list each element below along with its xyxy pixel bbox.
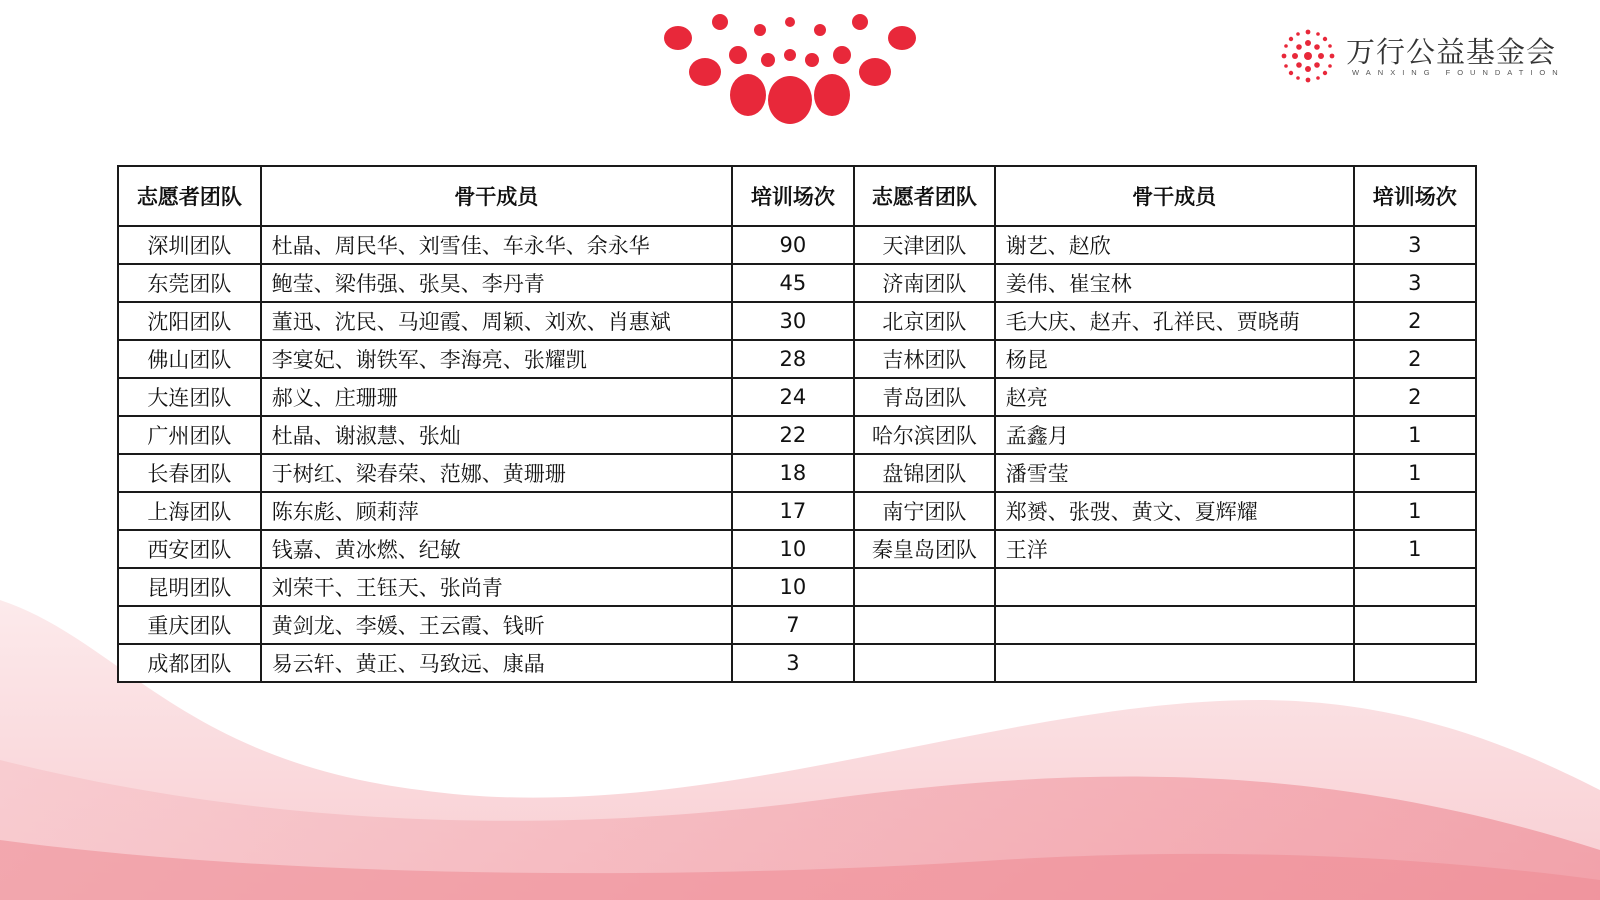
team-name-cell: 沈阳团队 xyxy=(118,302,261,340)
table-row xyxy=(118,340,1476,378)
header-members: 骨干成员 xyxy=(261,166,732,226)
members-cell: 谢艺、赵欣 xyxy=(995,226,1354,264)
table-header-row xyxy=(118,166,1476,226)
members-cell: 杜晶、谢淑慧、张灿 xyxy=(261,416,732,454)
members-cell xyxy=(995,568,1354,606)
sessions-cell: 1 xyxy=(1354,416,1476,454)
members-cell: 鲍莹、梁伟强、张昊、李丹青 xyxy=(261,264,732,302)
team-name-cell: 佛山团队 xyxy=(118,340,261,378)
sessions-cell: 2 xyxy=(1354,340,1476,378)
team-name-cell: 济南团队 xyxy=(854,264,995,302)
header-sessions: 培训场次 xyxy=(732,166,854,226)
header-members: 骨干成员 xyxy=(995,166,1354,226)
team-name-cell: 吉林团队 xyxy=(854,340,995,378)
team-name-cell xyxy=(854,568,995,606)
table-row xyxy=(118,644,1476,682)
header-sessions: 培训场次 xyxy=(1354,166,1476,226)
team-name-cell: 上海团队 xyxy=(118,492,261,530)
sessions-cell xyxy=(1354,644,1476,682)
sessions-cell: 1 xyxy=(1354,492,1476,530)
team-name-cell: 西安团队 xyxy=(118,530,261,568)
sessions-cell xyxy=(1354,606,1476,644)
sessions-cell: 24 xyxy=(732,378,854,416)
table-row xyxy=(118,226,1476,264)
team-name-cell: 天津团队 xyxy=(854,226,995,264)
table-row xyxy=(118,530,1476,568)
table-row xyxy=(118,378,1476,416)
members-cell: 孟鑫月 xyxy=(995,416,1354,454)
table-row xyxy=(118,454,1476,492)
team-name-cell: 秦皇岛团队 xyxy=(854,530,995,568)
members-cell: 董迅、沈民、马迎霞、周颖、刘欢、肖惠斌 xyxy=(261,302,732,340)
sessions-cell: 10 xyxy=(732,530,854,568)
flower-logo-icon xyxy=(1278,26,1338,86)
members-cell: 黄剑龙、李媛、王云霞、钱昕 xyxy=(261,606,732,644)
members-cell: 李宴妃、谢铁军、李海亮、张耀凯 xyxy=(261,340,732,378)
team-name-cell: 盘锦团队 xyxy=(854,454,995,492)
table-row xyxy=(118,492,1476,530)
members-cell: 王洋 xyxy=(995,530,1354,568)
sessions-cell: 2 xyxy=(1354,302,1476,340)
sessions-cell: 3 xyxy=(1354,264,1476,302)
sessions-cell: 10 xyxy=(732,568,854,606)
members-cell: 郑赟、张弢、黄文、夏辉耀 xyxy=(995,492,1354,530)
team-name-cell: 广州团队 xyxy=(118,416,261,454)
members-cell: 潘雪莹 xyxy=(995,454,1354,492)
team-name-cell: 重庆团队 xyxy=(118,606,261,644)
sessions-cell: 2 xyxy=(1354,378,1476,416)
brand-name-en: WANXING FOUNDATION xyxy=(1352,68,1565,77)
sessions-cell: 28 xyxy=(732,340,854,378)
team-name-cell: 大连团队 xyxy=(118,378,261,416)
sessions-cell: 3 xyxy=(732,644,854,682)
members-cell: 赵亮 xyxy=(995,378,1354,416)
team-name-cell xyxy=(854,644,995,682)
members-cell: 杜晶、周民华、刘雪佳、车永华、余永华 xyxy=(261,226,732,264)
team-name-cell: 南宁团队 xyxy=(854,492,995,530)
members-cell: 毛大庆、赵卉、孔祥民、贾晓萌 xyxy=(995,302,1354,340)
team-name-cell: 成都团队 xyxy=(118,644,261,682)
header-team: 志愿者团队 xyxy=(854,166,995,226)
sessions-cell: 1 xyxy=(1354,454,1476,492)
team-name-cell: 深圳团队 xyxy=(118,226,261,264)
table-row xyxy=(118,264,1476,302)
table-row xyxy=(118,606,1476,644)
sessions-cell: 30 xyxy=(732,302,854,340)
sessions-cell: 22 xyxy=(732,416,854,454)
members-cell: 易云轩、黄正、马致远、康晶 xyxy=(261,644,732,682)
sessions-cell: 45 xyxy=(732,264,854,302)
sessions-cell xyxy=(1354,568,1476,606)
members-cell xyxy=(995,606,1354,644)
members-cell: 钱嘉、黄冰燃、纪敏 xyxy=(261,530,732,568)
brand-logo xyxy=(1278,22,1578,92)
sessions-cell: 7 xyxy=(732,606,854,644)
sessions-cell: 3 xyxy=(1354,226,1476,264)
brand-name-cn: 万行公益基金会 xyxy=(1346,35,1557,69)
members-cell: 陈东彪、顾莉萍 xyxy=(261,492,732,530)
members-cell: 姜伟、崔宝林 xyxy=(995,264,1354,302)
members-cell: 刘荣干、王钰天、张尚青 xyxy=(261,568,732,606)
volunteer-team-table xyxy=(117,165,1477,683)
team-name-cell: 昆明团队 xyxy=(118,568,261,606)
team-name-cell: 青岛团队 xyxy=(854,378,995,416)
members-cell xyxy=(995,644,1354,682)
sessions-cell: 18 xyxy=(732,454,854,492)
header-team: 志愿者团队 xyxy=(118,166,261,226)
team-name-cell: 哈尔滨团队 xyxy=(854,416,995,454)
table-row xyxy=(118,568,1476,606)
sessions-cell: 90 xyxy=(732,226,854,264)
team-name-cell: 北京团队 xyxy=(854,302,995,340)
table-row xyxy=(118,302,1476,340)
team-name-cell: 长春团队 xyxy=(118,454,261,492)
team-name-cell: 东莞团队 xyxy=(118,264,261,302)
members-cell: 杨昆 xyxy=(995,340,1354,378)
members-cell: 于树红、梁春荣、范娜、黄珊珊 xyxy=(261,454,732,492)
sessions-cell: 17 xyxy=(732,492,854,530)
sessions-cell: 1 xyxy=(1354,530,1476,568)
team-name-cell xyxy=(854,606,995,644)
table-row xyxy=(118,416,1476,454)
top-flower-decoration xyxy=(660,0,920,130)
members-cell: 郝义、庄珊珊 xyxy=(261,378,732,416)
